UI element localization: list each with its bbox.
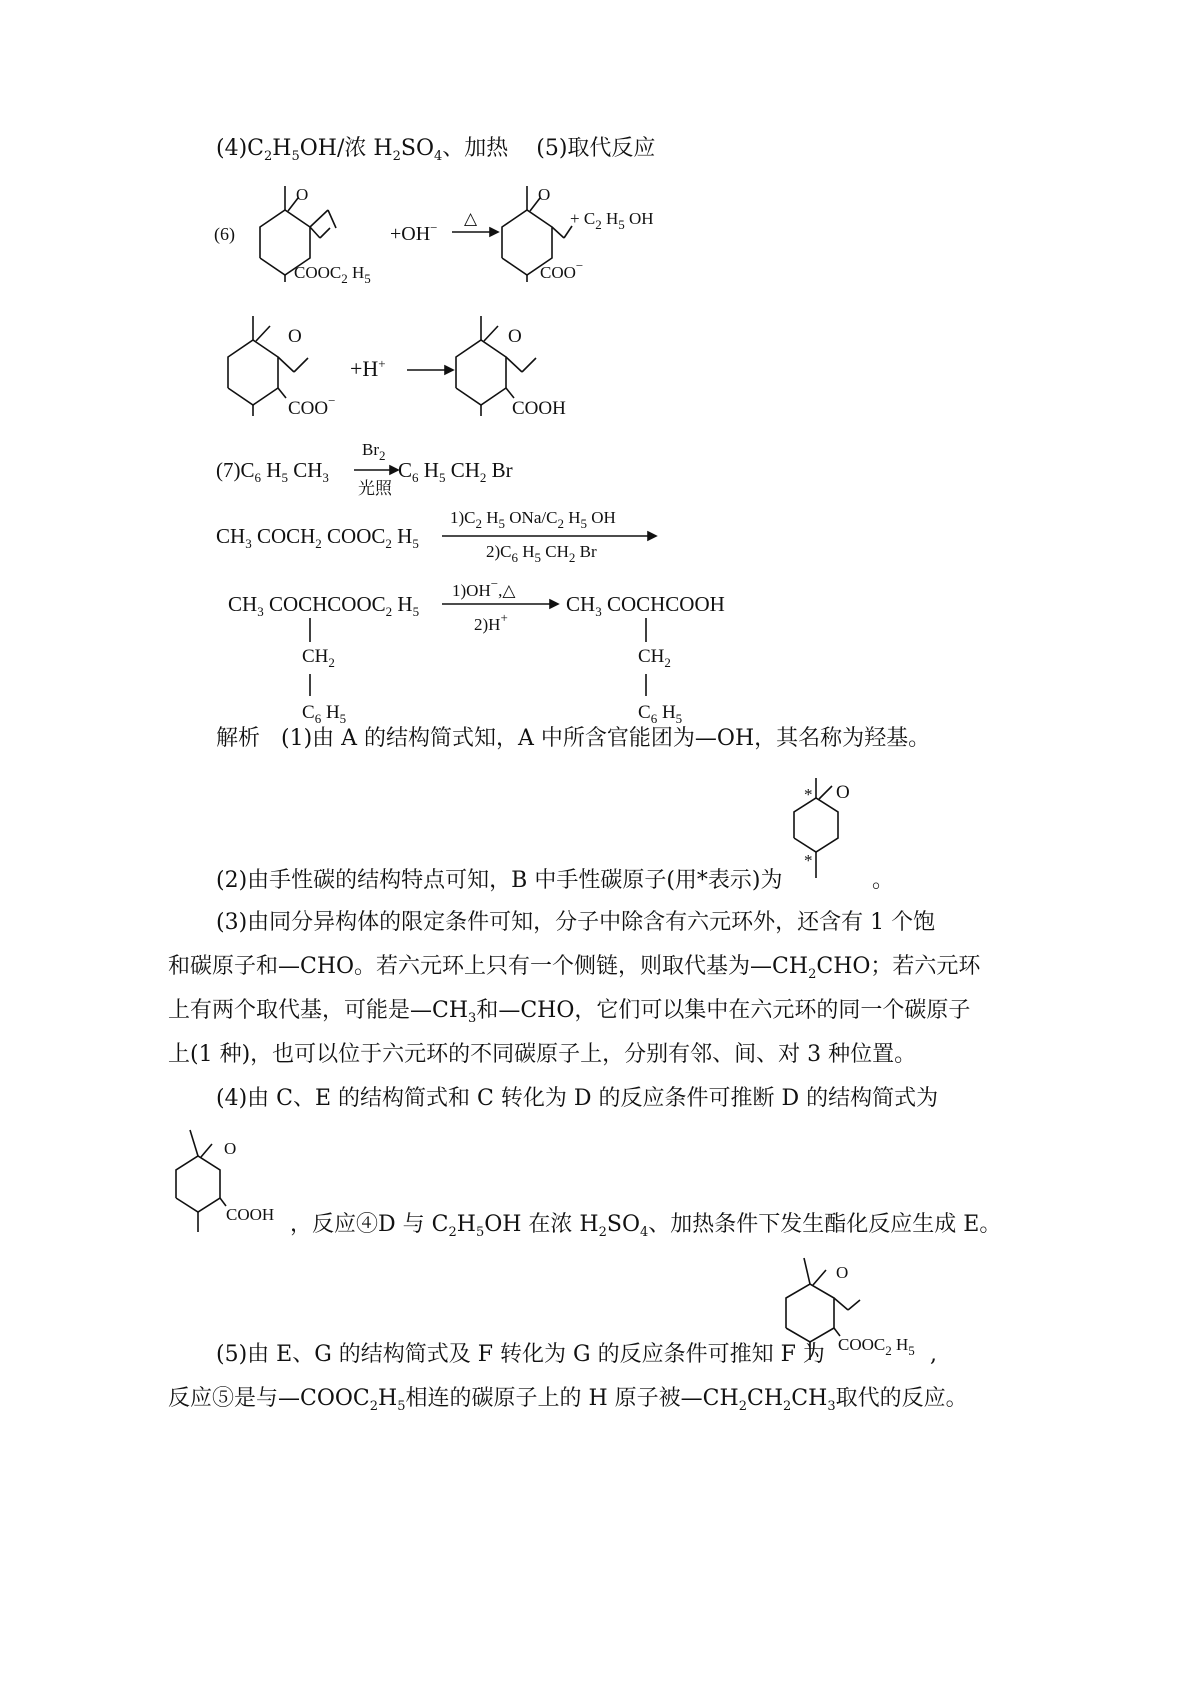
svg-text:+ C2 H5 OH: + $C_2$ $H_5$ OH	[570, 209, 654, 232]
cond-hydrolysis-2: 2)H+	[474, 610, 508, 634]
structure-d-acid	[168, 1124, 308, 1234]
svg-text:COO−: COO−	[540, 258, 584, 282]
cond-alkylation-2: $2)C_6$ $H_5$ $CH_2$ Br	[486, 542, 597, 565]
svg-text:O: O	[224, 1139, 237, 1158]
analysis-p4-l1: (4)由 C、E 的结构简式和 C 转化为 D 的反应条件可推断 D 的结构简式为	[216, 1086, 939, 1111]
svg-text:C6 H5: $C_6$ $H_5$	[302, 702, 347, 726]
arrow-alkylation	[440, 530, 660, 542]
svg-text:O: O	[836, 782, 850, 803]
svg-text:*: *	[804, 851, 813, 870]
analysis-p3-l4: 上(1 种)，也可以位于六元环的不同碳原子上，分别有邻、间、对 3 种位置。	[168, 1042, 917, 1067]
structure-acid-d	[440, 310, 610, 430]
svg-text:COOH: COOH	[512, 398, 566, 419]
svg-text:O: O	[538, 185, 551, 204]
answer-5: (5)取代反应	[536, 136, 656, 161]
cond-alkylation-1: $1)C_2$ $H_5$ ONa/$C_2$ $H_5$ OH	[450, 508, 616, 531]
svg-text:COOH: COOH	[226, 1205, 275, 1224]
analysis-p5-l1: (5)由 E、G 的结构简式及 F 转化为 G 的反应条件可推知 F 为	[216, 1342, 825, 1367]
plus-oh: +OH−	[390, 220, 438, 245]
plus-h: +H+	[350, 356, 386, 381]
cond-light: 光照	[358, 479, 392, 498]
svg-text:△: △	[464, 209, 478, 228]
analysis-label: 解析	[216, 726, 261, 751]
svg-text:CH2: $CH_2$	[302, 646, 335, 670]
analysis-p2-end: 。	[872, 868, 895, 893]
structure-carboxylate-1	[492, 180, 712, 300]
svg-text:*: *	[804, 785, 813, 804]
acetoacetate: $CH_3$ $COCH_2$ $COOC_2$ $H_5$	[216, 524, 419, 551]
analysis-p3-l3: 上有两个取代基，可能是$—CH_3$和—CHO，它们可以集中在六元环的同一个碳原子	[168, 998, 971, 1026]
svg-text:COOC2 H5: $COOC_2$ $H_5$	[838, 1335, 915, 1358]
analysis-p5-l2: 反应⑤是与$—COOC_2H_5$相连的碳原子上的 H 原子被$—CH_2CH_2CH_3$取代的反应。	[168, 1386, 968, 1414]
benzyl-bromide: $C_6$ $H_5$ $CH_2$ Br	[398, 458, 513, 485]
analysis-p2: (2)由手性碳的结构特点可知，B 中手性碳原子(用*表示)为	[216, 868, 783, 893]
analysis-p1: 解析 (1)由 A 的结构简式知，A 中所含官能团为—OH，其名称为羟基。	[216, 726, 931, 751]
analysis-p5-comma: ,	[930, 1342, 937, 1367]
alkylated-ester: $CH_3$ $COCHCOOC_2$ $H_5$	[228, 592, 420, 619]
svg-text:C6 H5: $C_6$ $H_5$	[638, 702, 683, 726]
branch-right	[636, 616, 716, 726]
final-acid: $CH_3$ COCHCOOH	[566, 592, 725, 619]
svg-text:CH2: $CH_2$	[638, 646, 671, 670]
svg-text:COO−: COO−	[288, 393, 336, 419]
branch-left	[300, 616, 380, 726]
svg-text:O: O	[288, 326, 302, 347]
arrow-hydrolysis	[440, 598, 570, 610]
svg-text:O: O	[836, 1263, 849, 1282]
answer-4-5-line: $(4)C_2H_5OH/$浓 $H_2SO_4$、加热 (5)取代反应	[216, 136, 656, 164]
analysis-p3-l2: 和碳原子和—CHO。若六元环上只有一个侧链，则取代基为$—CH_2CHO$；若六元环	[168, 954, 981, 982]
cond-br2: $Br_2$	[362, 440, 386, 463]
svg-text:COOC2 H5: $COOC_2$ $H_5$	[294, 263, 371, 286]
answer-4-label: (4)	[216, 136, 248, 161]
answer-7-line1: $(7)C_6$ $H_5$ $CH_3$	[216, 458, 329, 485]
carbonyl-o: O	[296, 185, 309, 204]
svg-text:O: O	[508, 326, 522, 347]
answer-6-label: (6)	[214, 224, 235, 244]
analysis-p4-l2: ，反应④D 与 $C_2H_5OH$ 在浓 $H_2SO_4$、加热条件下发生酯化反应生成 E。	[290, 1212, 1002, 1240]
analysis-p3-l1: (3)由同分异构体的限定条件可知，分子中除含有六元环外，还含有 1 个饱	[216, 910, 936, 935]
cond-hydrolysis-1: 1)OH−,△	[452, 576, 516, 600]
